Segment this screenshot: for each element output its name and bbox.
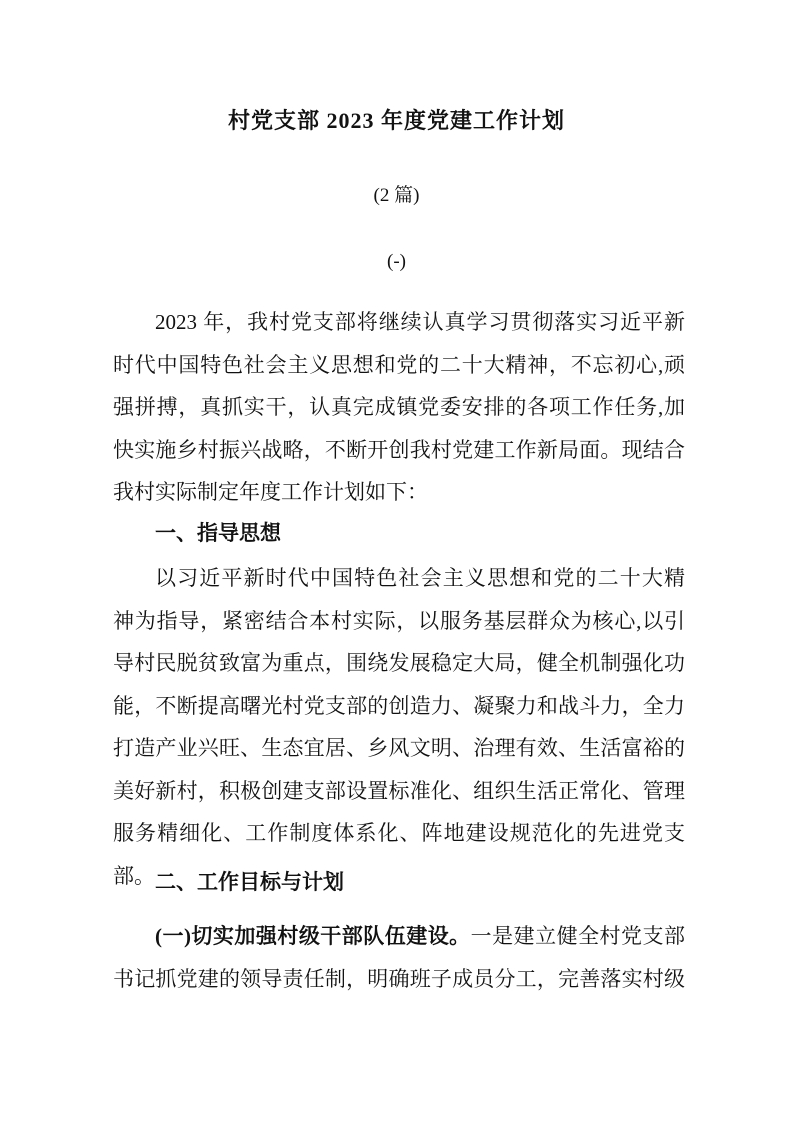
guiding-thought-paragraph <box>113 557 685 897</box>
paragraph-line: 美好新村，积极创建支部设置标准化、组织生活正常化、管理 <box>113 778 685 803</box>
paragraph-line: 服务精细化、工作制度体系化、阵地建设规范化的先进党支部。 <box>113 821 685 888</box>
paragraph-line: 我村实际制定年度工作计划如下： <box>113 480 428 504</box>
heading-work-goals: 二、工作目标与计划 <box>155 870 344 894</box>
paragraph-line: 强拼搏，真抓实干，认真完成镇党委安排的各项工作任务,加 <box>113 395 685 419</box>
document-title: 村党支部 2023 年度党建工作计划 <box>227 108 565 133</box>
paragraph-line: 以习近平新时代中国特色社会主义思想和党的二十大精 <box>155 566 685 590</box>
paragraph-line: 神为指导，紧密结合本村实际，以服务基层群众为核心,以引 <box>113 608 685 633</box>
heading-guiding-thought: 一、指导思想 <box>155 521 281 545</box>
paragraph-line <box>113 915 685 958</box>
paragraph-line: 打造产业兴旺、生态宜居、乡风文明、治理有效、生活富裕的 <box>113 736 685 760</box>
section-marker: (-) <box>387 251 406 272</box>
paragraph-line: 2023 年，我村党支部将继续认真学习贯彻落实习近平新 <box>155 310 685 334</box>
paragraph-line: 能，不断提高曙光村党支部的创造力、凝聚力和战斗力，全力 <box>113 693 685 718</box>
paragraph-line: 快实施乡村振兴战略，不断开创我村党建工作新局面。现结合 <box>113 437 685 462</box>
goals-item-title: (一)切实加强村级干部队伍建设。 <box>155 924 471 948</box>
document-subtitle: (2 篇) <box>373 185 420 206</box>
intro-paragraph <box>113 301 685 514</box>
paragraph-line: 导村民脱贫致富为重点，围绕发展稳定大局，健全机制强化功 <box>113 651 685 675</box>
paragraph-line: 时代中国特色社会主义思想和党的二十大精神，不忘初心,顽 <box>113 352 685 377</box>
paragraph-line: 书记抓党建的领导责任制，明确班子成员分工，完善落实村级 <box>113 966 685 991</box>
goals-paragraph <box>113 915 685 1000</box>
goals-item-text: 一是建立健全村党支部 <box>470 924 685 948</box>
